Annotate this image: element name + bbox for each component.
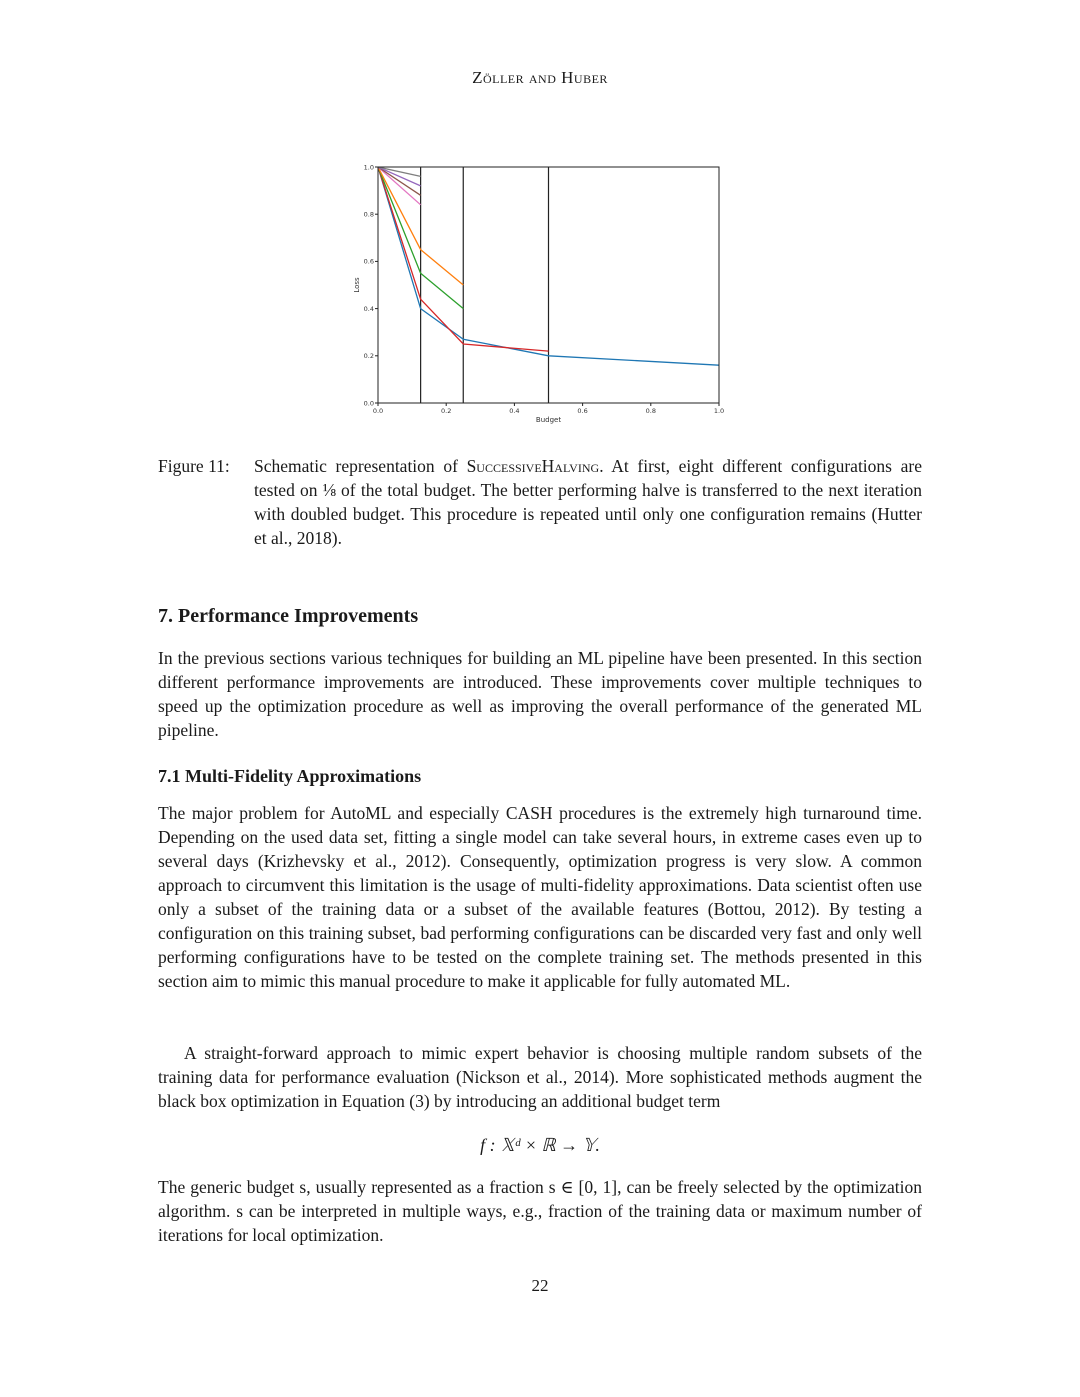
figure-label: Figure 11: xyxy=(158,456,230,476)
page-number: 22 xyxy=(531,1276,549,1295)
x-tick-label-1: 0.2 xyxy=(441,407,452,415)
figure-caption-text xyxy=(254,454,922,550)
x-tick-label-3: 0.6 xyxy=(577,407,588,415)
y-tick-label-3: 0.6 xyxy=(363,257,374,266)
caption-post: . At first, eight different configurations are tested on ⅛ of the total budget. The better performing halve is transferred to the next iteration with doubled budget. This procedure is repeated until only one configuration remains (Hutter et al., 2018). xyxy=(254,456,922,548)
x-tick-label-4: 0.8 xyxy=(645,407,656,415)
x-tick-label-2: 0.4 xyxy=(509,407,520,415)
y-tick-label-1: 0.2 xyxy=(363,352,374,361)
section-intro-paragraph: In the previous sections various techniques for building an ML pipeline have been presented. In this section different performance improvements are introduced. These improvements cover multiple techniques to speed up the optimization procedure as well as improving the overall performance of the generated ML pipeline. xyxy=(158,648,922,740)
x-tick-label-5: 1.0 xyxy=(713,407,725,415)
x-tick-label-0: 0.0 xyxy=(372,407,384,415)
paragraph-2: A straight-forward approach to mimic expert behavior is choosing multiple random subsets of the training data for performance evaluation (Nickson et al., 2014). More sophisticated methods augment the black box optimization in Equation (3) by introducing an additional budget term xyxy=(158,1043,922,1111)
y-axis-label: Loss xyxy=(353,277,361,293)
caption-pre: Schematic representation of xyxy=(254,456,467,476)
caption-algorithm-name: SuccessiveHalving xyxy=(466,456,600,476)
paragraph-1: The major problem for AutoML and especially CASH procedures is the extremely high turnaround time. Depending on the used data set, fitting a single model can take several hours, in extreme cases even up to several days (Krizhevsky et al., 2012). Consequently, optimization progress is very slow. A common approach to circumvent this limitation is the usage of multi-fidelity approximations. Data scientist often use only a subset of the training data or a subset of the available features (Bottou, 2012). By testing a configuration on this training subset, bad performing configurations can be discarded very fast and only well performing configurations have to be tested on the complete training set. The methods presented in this section aim to mimic this manual procedure to make it applicable for fully automated ML. xyxy=(158,803,922,991)
subsection-title: 7.1 Multi-Fidelity Approximations xyxy=(158,766,422,786)
x-axis-label: Budget xyxy=(535,416,562,424)
budget-equation: f : 𝕏ᵈ × ℝ → 𝕐. xyxy=(480,1135,600,1155)
y-tick-label-4: 0.8 xyxy=(363,210,374,219)
successive-halving-chart xyxy=(340,155,740,425)
paragraph-3: The generic budget s, usually represented as a fraction s ∈ [0, 1], can be freely selected by the optimization algorithm. s can be interpreted in multiple ways, e.g., fraction of the training data or maximum number of iterations for local optimization. xyxy=(158,1177,922,1245)
y-tick-label-2: 0.4 xyxy=(363,304,374,313)
y-tick-label-5: 1.0 xyxy=(363,163,374,172)
y-tick-label-0: 0.0 xyxy=(363,399,374,408)
figure-caption xyxy=(158,454,922,550)
running-head: Zöller and Huber xyxy=(472,68,608,87)
section-title: 7. Performance Improvements xyxy=(158,605,419,627)
